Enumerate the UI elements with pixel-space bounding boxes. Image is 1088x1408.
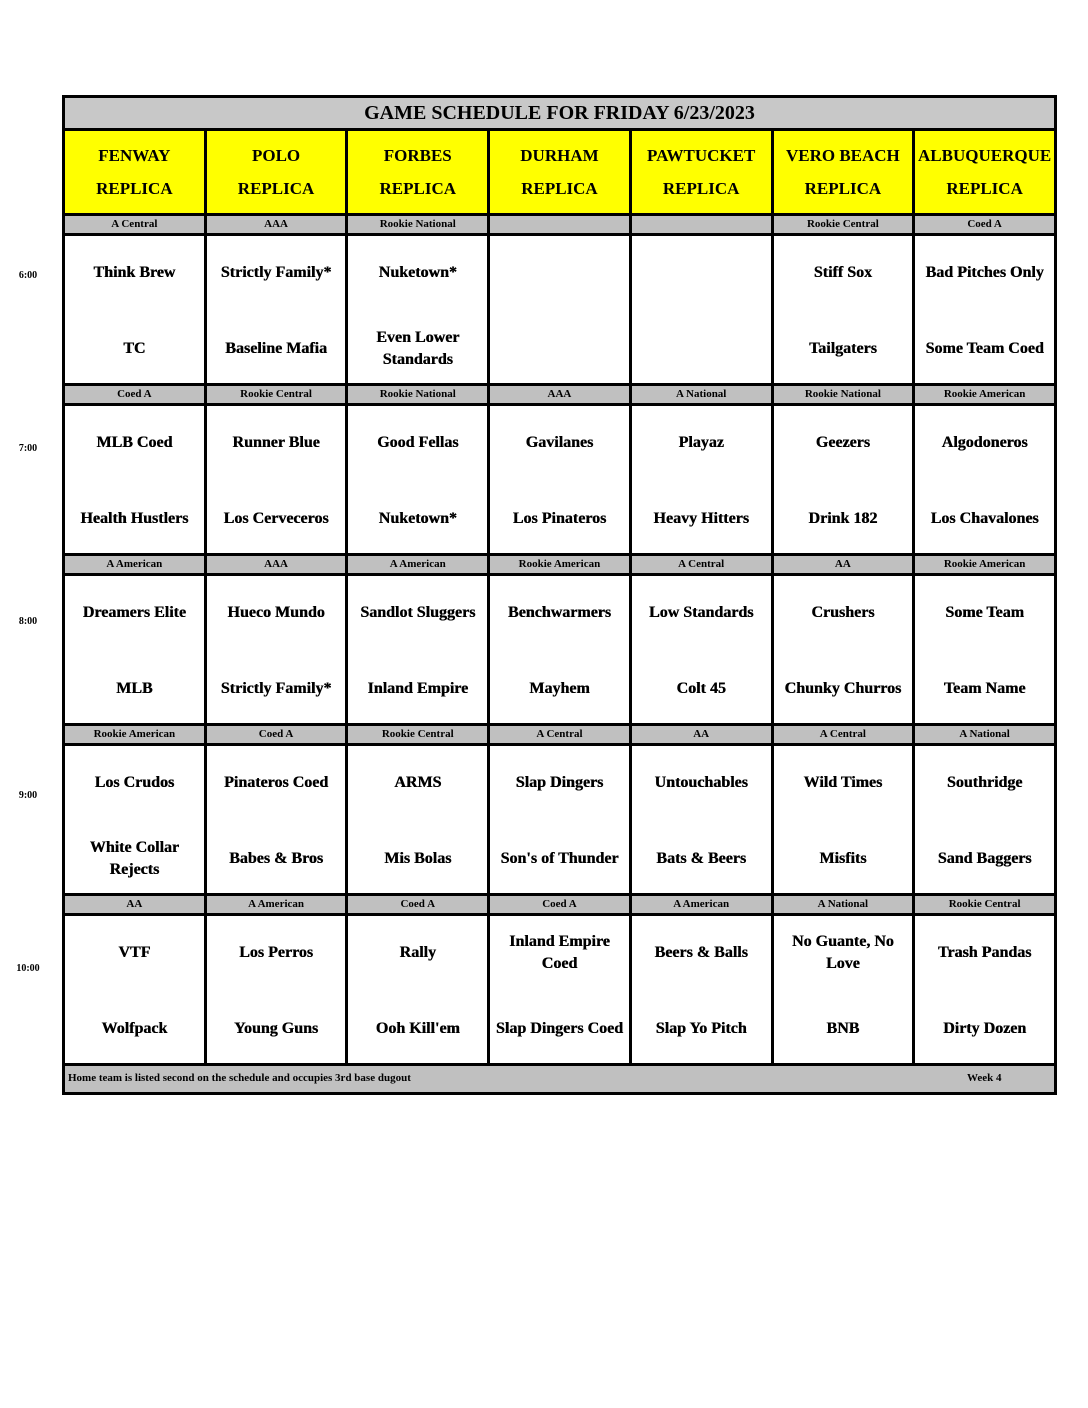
game-cell	[205, 575, 347, 725]
field-header-polo	[205, 130, 347, 215]
home-team: Ooh Kill'em	[375, 1020, 460, 1037]
game-cell	[630, 745, 772, 895]
away-team: Geezers	[815, 434, 870, 451]
away-team: Los Perros	[239, 944, 314, 961]
division-label: Coed A	[914, 215, 1056, 235]
division-label: Rookie National	[772, 385, 914, 405]
field-header-albuquerque	[914, 130, 1056, 215]
field-subtitle: REPLICA	[662, 179, 740, 198]
game-cell	[772, 405, 914, 555]
division-label: A Central	[489, 725, 631, 745]
division-label: Rookie National	[347, 215, 489, 235]
division-label: AAA	[205, 555, 347, 575]
home-team: Son's of Thunder	[500, 850, 619, 867]
away-team: Playaz	[678, 434, 724, 451]
game-cell	[205, 235, 347, 385]
game-cell	[489, 235, 631, 385]
division-label: Rookie Central	[347, 725, 489, 745]
division-label: A National	[914, 725, 1056, 745]
time-slot-label: 7:00	[18, 443, 38, 454]
home-team: Dirty Dozen	[943, 1020, 1027, 1037]
field-subtitle: REPLICA	[946, 179, 1023, 198]
away-team: Low Standards	[648, 604, 754, 621]
division-label: A National	[630, 385, 772, 405]
away-team: Slap Dingers	[515, 774, 604, 791]
away-team: Sandlot Sluggers	[360, 604, 476, 621]
division-label: AA	[772, 555, 914, 575]
home-team: Los Cerveceros	[223, 510, 329, 527]
division-label: Coed A	[347, 895, 489, 915]
game-cell	[630, 915, 772, 1065]
division-row	[64, 555, 1056, 575]
home-team: TC	[123, 340, 146, 357]
away-team: VTF	[118, 944, 151, 961]
home-team: Slap Yo Pitch	[655, 1020, 747, 1037]
division-label: Rookie American	[914, 555, 1056, 575]
game-row	[64, 405, 1056, 555]
away-team: Los Crudos	[94, 774, 175, 791]
home-team: Tailgaters	[808, 340, 877, 357]
division-label: Rookie Central	[914, 895, 1056, 915]
home-team: Los Chavalones	[930, 510, 1039, 527]
division-label: AA	[630, 725, 772, 745]
game-cell	[64, 575, 206, 725]
home-team: Health Hustlers	[80, 510, 189, 527]
field-header-row	[64, 130, 1056, 215]
away-team: ARMS	[394, 774, 442, 791]
division-row	[64, 725, 1056, 745]
division-label: A National	[772, 895, 914, 915]
away-team: Strictly Family*	[220, 264, 332, 281]
game-row	[64, 235, 1056, 385]
game-cell	[772, 915, 914, 1065]
away-team: Rally	[399, 944, 436, 961]
division-label: Rookie Central	[205, 385, 347, 405]
home-team: Some Team Coed	[925, 340, 1044, 357]
division-label: Coed A	[489, 895, 631, 915]
game-cell	[489, 575, 631, 725]
game-cell	[205, 745, 347, 895]
footer-note: Home team is listed second on the schedule and occupies 3rd base dugout	[68, 1072, 411, 1084]
game-row	[64, 575, 1056, 725]
away-team: Some Team	[945, 604, 1024, 621]
division-label: Rookie American	[914, 385, 1056, 405]
field-subtitle: REPLICA	[96, 179, 173, 198]
division-row	[64, 385, 1056, 405]
away-team: Trash Pandas	[937, 944, 1032, 961]
time-slot-label: 10:00	[16, 963, 40, 974]
game-cell	[347, 915, 489, 1065]
home-team: Nuketown*	[378, 510, 457, 527]
division-label	[630, 215, 772, 235]
division-label: Rookie American	[64, 725, 206, 745]
home-team: Team Name	[943, 680, 1026, 697]
game-row	[64, 745, 1056, 895]
home-team: Even Lower Standards	[376, 329, 460, 368]
game-cell	[630, 405, 772, 555]
division-label: A American	[347, 555, 489, 575]
schedule-table	[62, 95, 1057, 1095]
home-team: BNB	[826, 1020, 860, 1037]
time-slot-label: 9:00	[18, 790, 38, 801]
game-cell	[205, 405, 347, 555]
home-team: Drink 182	[808, 510, 878, 527]
game-cell	[489, 405, 631, 555]
home-team: Baseline Mafia	[225, 340, 327, 357]
division-label: A American	[64, 555, 206, 575]
field-name: FENWAY	[98, 146, 171, 165]
division-label: AAA	[489, 385, 631, 405]
division-label: AA	[64, 895, 206, 915]
time-slot-label: 8:00	[18, 616, 38, 627]
home-team: MLB	[116, 680, 153, 697]
game-cell	[914, 575, 1056, 725]
schedule-title: GAME SCHEDULE FOR FRIDAY 6/23/2023	[64, 97, 1056, 130]
footer-cell	[64, 1065, 1056, 1094]
home-team: Mis Bolas	[384, 850, 452, 867]
division-label: Coed A	[64, 385, 206, 405]
division-label: A Central	[772, 725, 914, 745]
away-team: Pinateros Coed	[223, 774, 329, 791]
away-team: Southridge	[946, 774, 1023, 791]
game-cell	[347, 235, 489, 385]
game-cell	[64, 235, 206, 385]
game-cell	[347, 575, 489, 725]
division-label: Rookie Central	[772, 215, 914, 235]
field-header-vero-beach	[772, 130, 914, 215]
away-team: Hueco Mundo	[227, 604, 325, 621]
field-subtitle: REPLICA	[804, 179, 882, 198]
away-team: Wild Times	[803, 774, 883, 791]
game-cell	[914, 405, 1056, 555]
division-label: A American	[630, 895, 772, 915]
division-label: A American	[205, 895, 347, 915]
field-name: DURHAM	[520, 146, 599, 165]
division-label: Coed A	[205, 725, 347, 745]
away-team: Benchwarmers	[507, 604, 611, 621]
title-row	[64, 97, 1056, 130]
game-cell	[914, 915, 1056, 1065]
home-team: Colt 45	[676, 680, 726, 697]
game-cell	[347, 745, 489, 895]
away-team: Nuketown*	[378, 264, 457, 281]
field-name: ALBUQUERQUE	[918, 146, 1052, 165]
home-team: Slap Dingers Coed	[495, 1020, 624, 1037]
game-cell	[914, 745, 1056, 895]
away-team: Stiff Sox	[813, 264, 872, 281]
home-team: Sand Baggers	[937, 850, 1032, 867]
game-cell	[64, 915, 206, 1065]
field-header-durham	[489, 130, 631, 215]
game-cell	[772, 745, 914, 895]
game-cell	[347, 405, 489, 555]
home-team: Inland Empire	[367, 680, 469, 697]
field-subtitle: REPLICA	[237, 179, 315, 198]
field-header-fenway	[64, 130, 206, 215]
field-name: PAWTUCKET	[647, 146, 756, 165]
game-cell	[772, 575, 914, 725]
home-team: Chunky Churros	[784, 680, 902, 697]
field-header-pawtucket	[630, 130, 772, 215]
away-team: Good Fellas	[377, 434, 459, 451]
game-cell	[64, 405, 206, 555]
away-team: Bad Pitches Only	[925, 264, 1044, 281]
away-team: No Guante, No Love	[791, 933, 894, 972]
division-row	[64, 895, 1056, 915]
home-team: Babes & Bros	[229, 850, 324, 867]
away-team: MLB Coed	[96, 434, 173, 451]
field-subtitle: REPLICA	[379, 179, 457, 198]
game-row	[64, 915, 1056, 1065]
division-label: A Central	[64, 215, 206, 235]
game-cell	[64, 745, 206, 895]
away-team: Algodoneros	[941, 434, 1028, 451]
game-cell	[630, 235, 772, 385]
division-label	[489, 215, 631, 235]
time-slot-label: 6:00	[18, 270, 38, 281]
week-label: Week 4	[967, 1072, 1002, 1084]
game-cell	[489, 915, 631, 1065]
home-team: Heavy Hitters	[653, 510, 749, 527]
division-label: Rookie National	[347, 385, 489, 405]
home-team: Young Guns	[234, 1020, 319, 1037]
home-team: Los Pinateros	[512, 510, 607, 527]
division-label: A Central	[630, 555, 772, 575]
away-team: Untouchables	[654, 774, 748, 791]
home-team: Strictly Family*	[220, 680, 332, 697]
away-team: Beers & Balls	[654, 944, 748, 961]
home-team: Wolfpack	[101, 1020, 168, 1037]
division-label: Rookie American	[489, 555, 631, 575]
field-name: POLO	[251, 146, 301, 165]
field-subtitle: REPLICA	[521, 179, 598, 198]
home-team: Mayhem	[529, 680, 590, 697]
field-name: VERO BEACH	[785, 146, 900, 165]
schedule-body	[64, 97, 1056, 1094]
home-team: White Collar Rejects	[89, 839, 180, 878]
game-cell	[772, 235, 914, 385]
game-cell	[914, 235, 1056, 385]
footer-row	[64, 1065, 1056, 1094]
division-label: AAA	[205, 215, 347, 235]
away-team: Runner Blue	[232, 434, 320, 451]
game-cell	[489, 745, 631, 895]
field-header-forbes	[347, 130, 489, 215]
game-cell	[205, 915, 347, 1065]
away-team: Dreamers Elite	[82, 604, 186, 621]
away-team: Crushers	[811, 604, 875, 621]
division-row	[64, 215, 1056, 235]
game-cell	[630, 575, 772, 725]
field-name: FORBES	[383, 146, 452, 165]
home-team: Misfits	[819, 850, 867, 867]
home-team: Bats & Beers	[656, 850, 747, 867]
away-team: Inland Empire Coed	[509, 933, 610, 972]
away-team: Think Brew	[93, 264, 176, 281]
away-team: Gavilanes	[525, 434, 594, 451]
